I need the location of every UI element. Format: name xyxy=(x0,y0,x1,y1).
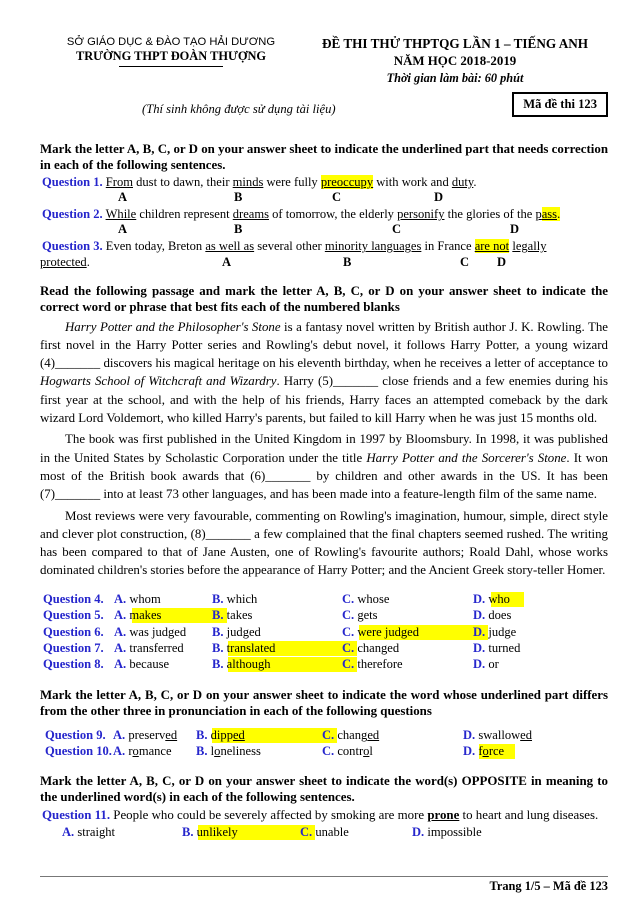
option-word: changed xyxy=(357,640,400,655)
option-b xyxy=(212,625,261,640)
underlined-part: as well as xyxy=(205,239,255,254)
text-run: were fully xyxy=(263,175,321,189)
option-word: turned xyxy=(488,640,521,655)
text-run: . It won most of the British book awards that (6)_______ by children and other awards in the US. It has been (7)_______ into at least 73 other languages, and has been made into a feature-length film of the same name. xyxy=(40,450,608,502)
option-a xyxy=(62,825,115,840)
option-letter: C. xyxy=(342,640,355,655)
question-row xyxy=(40,657,608,673)
school-name: TRƯỜNG THPT ĐOÀN THƯỢNG xyxy=(75,49,267,63)
option-a xyxy=(114,625,186,640)
option-word: transferred xyxy=(129,640,184,655)
option-a xyxy=(114,641,184,656)
option-letter: D. xyxy=(473,591,486,606)
option-letter: C. xyxy=(342,624,355,639)
question-label: Question 1. xyxy=(42,175,103,189)
option-word: changed xyxy=(337,727,380,742)
letter-b: B xyxy=(234,190,243,205)
option-c xyxy=(342,608,378,623)
option-word: force xyxy=(478,744,505,759)
option-letter: D. xyxy=(463,744,476,759)
option-d xyxy=(473,592,510,607)
underlined-part: dreams xyxy=(232,207,269,222)
exam-header xyxy=(40,36,608,86)
option-letter: B. xyxy=(212,657,224,672)
section-opposite-meaning xyxy=(40,773,608,841)
answer-letter-row xyxy=(40,222,608,237)
option-b xyxy=(212,657,271,672)
option-word: control xyxy=(337,744,373,759)
option-word: whose xyxy=(357,591,390,606)
letter-d: D xyxy=(434,190,444,205)
school-year: NĂM HỌC 2018-2019 xyxy=(393,54,517,68)
underlined-part: personify xyxy=(397,207,445,222)
option-d xyxy=(412,825,482,840)
question-label: Question 5. xyxy=(43,608,104,623)
question-label: Question 6. xyxy=(43,624,104,639)
letter-d: D xyxy=(497,254,507,269)
question-label: Question 7. xyxy=(43,640,104,655)
question-1-text xyxy=(40,175,608,190)
option-a xyxy=(114,608,161,623)
option-word: loneliness xyxy=(210,744,261,759)
answer-letter-row xyxy=(40,255,608,270)
option-b xyxy=(182,825,238,840)
decorative-rule xyxy=(119,66,223,67)
underlined-part: legally xyxy=(512,239,547,254)
exam-code-box: Mã đề thi 123 xyxy=(512,92,608,117)
header-note-row xyxy=(40,92,608,128)
option-d xyxy=(473,625,516,640)
question-label: Question 3. xyxy=(42,239,103,254)
question-label: Question 10. xyxy=(45,744,112,759)
option-b xyxy=(196,728,245,743)
option-letter: A. xyxy=(62,825,75,840)
option-word: judge xyxy=(488,624,517,639)
option-word: judged xyxy=(226,624,261,639)
exam-title-block xyxy=(302,36,608,86)
highlighted-answer: are not xyxy=(474,239,510,254)
option-letter: A. xyxy=(114,608,127,623)
text-run: . xyxy=(473,175,477,189)
highlighted-answer: preoccupy xyxy=(320,175,374,189)
option-c xyxy=(322,728,379,743)
school-title: Hogwarts School of Witchcraft and Wizardry xyxy=(40,374,277,389)
option-c xyxy=(342,625,419,640)
exam-title: ĐỀ THI THỬ THPTQG LẦN 1 – TIẾNG ANH xyxy=(321,36,588,51)
section-cloze-passage xyxy=(40,283,608,674)
letter-c: C xyxy=(392,222,402,237)
highlighted-answer: ass xyxy=(541,207,558,222)
option-word: straight xyxy=(77,825,115,840)
text-run: the glories of the xyxy=(444,207,536,222)
question-row xyxy=(40,625,608,641)
option-letter: B. xyxy=(212,591,224,606)
option-letter: D. xyxy=(412,825,425,840)
option-word: takes xyxy=(226,608,253,623)
option-b xyxy=(212,592,257,607)
question-row xyxy=(40,744,608,760)
passage-paragraph xyxy=(40,430,608,503)
option-word: gets xyxy=(357,608,378,623)
option-word: makes xyxy=(129,608,162,623)
option-c xyxy=(300,825,349,840)
section-instructions: Read the following passage and mark the letter A, B, C, or D on your answer sheet to indicate the correct word or phrase that best fits each of the numbered blanks xyxy=(40,283,608,314)
no-materials-note: (Thí sinh không được sử dụng tài liệu) xyxy=(142,102,336,116)
option-letter: B. xyxy=(182,825,194,840)
question-row xyxy=(40,728,608,744)
page-footer xyxy=(40,876,608,894)
option-b xyxy=(196,744,261,759)
option-letter: B. xyxy=(196,727,208,742)
question-3-text xyxy=(40,239,608,254)
underlined-part: minds xyxy=(232,175,264,189)
option-letter: B. xyxy=(196,744,208,759)
letter-a: A xyxy=(222,254,232,269)
letter-d: D xyxy=(510,222,520,237)
option-word: whom xyxy=(129,591,161,606)
option-c xyxy=(342,592,389,607)
option-letter: A. xyxy=(114,624,127,639)
text-run: . Harry (5)_______ close friends and a few enemies during his first year at the school, and with the help of his friends, Harry faces an attempted comeback by the dark wizard Lord Voldemort, who killed Harry's parents, but failed to kill Harry when he was just 15 months old. xyxy=(40,374,608,426)
option-a xyxy=(113,744,172,759)
option-word: dipped xyxy=(210,727,245,742)
option-d xyxy=(473,657,499,672)
cloze-options xyxy=(40,592,608,674)
question-label: Question 4. xyxy=(43,591,104,606)
option-c xyxy=(342,641,399,656)
book-title: Harry Potter and the Sorcerer's Stone xyxy=(366,450,567,465)
passage-paragraph: Most reviews were very favourable, commenting on Rowling's imagination, humour, simple, direct style and clever plot construction, (8)_______ a few complained that the final chapters seemed rushed. The writing has been compared to that of Jane Austen, one of Rowling's favourite authors; Roald Dahl, whose works dominated children's stories before the appearance of Harry Potter; and the Ancient Greek story-teller Homer. xyxy=(40,508,608,578)
letter-b: B xyxy=(234,222,243,237)
question-label: Question 8. xyxy=(43,657,104,672)
passage-paragraph xyxy=(40,318,608,428)
text-run: several other xyxy=(254,239,325,254)
option-letter: A. xyxy=(113,744,126,759)
text-run: to heart and lung diseases. xyxy=(459,808,599,823)
option-word: unlikely xyxy=(196,825,238,840)
answer-letter-row xyxy=(40,190,608,205)
question-row xyxy=(40,608,608,624)
underlined-part: p xyxy=(535,207,542,222)
text-run: with work and xyxy=(373,175,452,189)
section-instructions: Mark the letter A, B, C, or D on your answer sheet to indicate the word(s) OPPOSITE in meaning to the underlined word(s) in each of the following sentences. xyxy=(40,774,608,805)
option-letter: D. xyxy=(473,640,486,655)
exam-duration: Thời gian làm bài: 60 phút xyxy=(386,71,524,85)
option-word: although xyxy=(226,657,271,672)
option-letter: D. xyxy=(473,608,486,623)
option-a xyxy=(113,728,177,743)
option-letter: A. xyxy=(114,640,127,655)
option-letter: B. xyxy=(212,624,224,639)
option-word: therefore xyxy=(357,657,403,672)
section-error-correction xyxy=(40,141,608,270)
option-letter: C. xyxy=(322,727,335,742)
reading-passage xyxy=(40,318,608,580)
option-letter: D. xyxy=(473,657,486,672)
pronunciation-options xyxy=(40,728,608,761)
option-c xyxy=(342,657,403,672)
option-letter: A. xyxy=(114,657,127,672)
option-d xyxy=(463,728,532,743)
option-letter: C. xyxy=(342,657,355,672)
text-run: The book was first published in the United Kingdom in 1997 by Bloomsbury. In 1998, it was published in the United States by Scholastic Corporation under the title xyxy=(40,432,608,465)
letter-b: B xyxy=(343,254,352,269)
text-run: in France xyxy=(421,239,475,254)
text-run: of tomorrow, the elderly xyxy=(268,207,398,222)
option-letter: C. xyxy=(342,591,355,606)
question-label: Question 2. xyxy=(42,207,103,222)
option-a xyxy=(114,592,161,607)
option-d xyxy=(473,608,511,623)
highlighted-answer: . xyxy=(557,207,561,222)
option-d xyxy=(473,641,520,656)
option-a xyxy=(114,657,169,672)
section-pronunciation xyxy=(40,687,608,761)
option-letter: A. xyxy=(114,591,127,606)
option-word: romance xyxy=(128,744,172,759)
underlined-part: While xyxy=(105,207,137,222)
option-word: which xyxy=(226,591,258,606)
issuer-block xyxy=(40,36,302,86)
text-run: People who could be severely affected by smoking are more xyxy=(113,808,428,823)
option-letter: C. xyxy=(342,608,355,623)
option-word: preserved xyxy=(128,727,178,742)
text-run: children represent xyxy=(136,207,233,222)
option-letter: C. xyxy=(322,744,335,759)
text-run: dust to dawn, their xyxy=(133,175,233,189)
question-row xyxy=(40,592,608,608)
option-b xyxy=(212,608,252,623)
option-word: translated xyxy=(226,640,276,655)
letter-a: A xyxy=(118,190,128,205)
question-row xyxy=(40,641,608,657)
question-row xyxy=(40,825,608,841)
question-label: Question 9. xyxy=(45,727,106,742)
section-instructions: Mark the letter A, B, C, or D on your answer sheet to indicate the underlined part that needs correction in each of the following sentences. xyxy=(40,142,608,172)
option-word: because xyxy=(129,657,170,672)
question-label: Question 11. xyxy=(42,808,111,823)
option-letter: C. xyxy=(300,825,313,840)
option-word: was judged xyxy=(129,624,187,639)
option-d xyxy=(463,744,504,759)
option-letter: A. xyxy=(113,727,126,742)
underlined-part: minority languages xyxy=(324,239,422,254)
question-2-text xyxy=(40,207,608,222)
letter-c: C xyxy=(460,254,470,269)
question-11-text xyxy=(40,807,608,823)
text-run: . xyxy=(86,254,90,269)
option-b xyxy=(212,641,275,656)
option-letter: D. xyxy=(463,727,476,742)
book-title: Harry Potter and the Philosopher's Stone xyxy=(65,319,281,334)
option-word: impossible xyxy=(427,825,482,840)
option-word: who xyxy=(488,591,510,606)
underlined-part: duty xyxy=(451,175,474,189)
option-letter: B. xyxy=(212,608,224,623)
underlined-part: protected xyxy=(40,254,87,269)
option-letter: B. xyxy=(212,640,224,655)
option-c xyxy=(322,744,373,759)
text-run: is a fantasy novel written by British author J. K. Rowling. The first novel in the Harry Potter series and Rowling's debut novel, it follows Harry Potter, a young wizard (4)_______ discovers his magical heritage on his eleventh birthday, when he receives a letter of acceptance to xyxy=(40,319,608,371)
option-word: does xyxy=(488,608,512,623)
section-instructions: Mark the letter A, B, C, or D on your answer sheet to indicate the word whose underlined part differs from the other three in pronunciation in each of the following questions xyxy=(40,687,608,718)
letter-c: C xyxy=(332,190,342,205)
option-word: or xyxy=(488,657,499,672)
footer-rule xyxy=(40,876,608,877)
option-word: swallowed xyxy=(478,727,533,742)
text-run: Even today, Breton xyxy=(105,239,206,254)
underlined-part: From xyxy=(105,175,133,189)
page-number: Trang 1/5 – Mã đề 123 xyxy=(489,879,608,893)
option-letter: D. xyxy=(473,624,486,639)
underlined-keyword: prone xyxy=(427,808,460,823)
option-word: were judged xyxy=(357,624,420,639)
department-name: SỞ GIÁO DỤC & ĐÀO TẠO HẢI DƯƠNG xyxy=(66,36,276,48)
option-word: unable xyxy=(315,825,349,840)
letter-a: A xyxy=(118,222,128,237)
